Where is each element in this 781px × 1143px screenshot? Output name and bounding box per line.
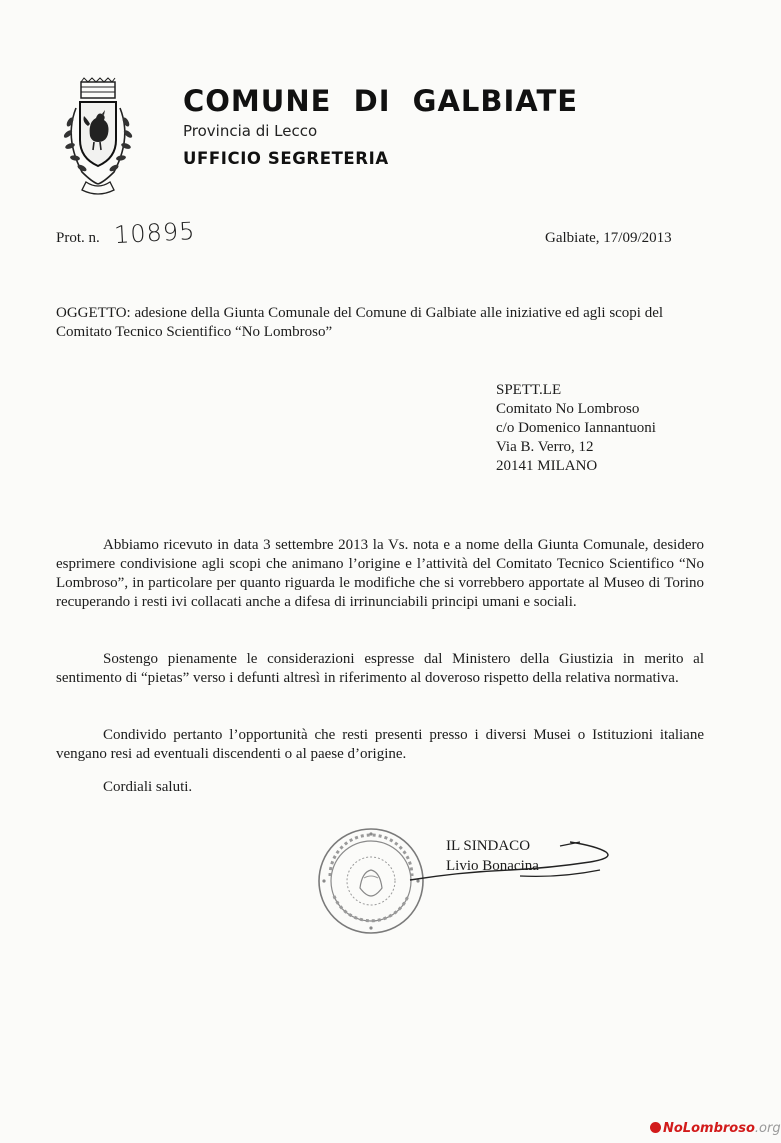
signatory-title: IL SINDACO — [446, 838, 531, 854]
body-paragraph: Sostengo pienamente le considerazioni espresse dal Ministero della Giustizia in merito al sentimento di “pietas” verso i defunti altresì in riferimento al doveroso rispetto della relativa normativa. — [56, 651, 704, 686]
closing-line: Cordiali saluti. — [103, 779, 193, 795]
addressee-line: Via B. Verro, 12 — [496, 439, 594, 455]
addressee-line: SPETT.LE — [496, 382, 562, 398]
subject-line: OGGETTO: adesione della Giunta Comunale del Comune di Galbiate alle iniziative ed agli scopi del Comitato Tecnico Scientifico “No Lombroso” — [56, 305, 664, 340]
addressee-block — [496, 381, 656, 476]
watermark-brand: NoLombroso — [663, 1121, 755, 1136]
body-paragraph: Condivido pertanto l’opportunità che resti presenti presso i diversi Musei o Istituzioni italiane vengano resi ad eventuali discendenti o al paese d’origine. — [56, 727, 704, 762]
signatory-name: Livio Bonacina — [446, 858, 539, 874]
addressee-line: Comitato No Lombroso — [496, 401, 640, 417]
watermark-tld: .org — [754, 1121, 781, 1136]
province-line: Provincia di Lecco — [183, 122, 318, 140]
municipal-crest-icon — [48, 78, 148, 198]
addressee-line: 20141 MILANO — [496, 458, 598, 474]
addressee-line: c/o Domenico Iannantuoni — [496, 420, 656, 436]
protocol-label: Prot. n. — [56, 230, 100, 246]
date-line: Galbiate, 17/09/2013 — [545, 230, 672, 246]
site-watermark — [650, 1121, 781, 1136]
protocol-number: 10895 — [113, 216, 197, 250]
body-paragraph: Abbiamo ricevuto in data 3 settembre 2013 la Vs. nota e a nome della Giunta Comunale, desidero esprimere condivisione agli scopi che animano l’origine e l’attività del Comitato Tecnico Scientifico “No Lombroso”, in particolare per quanto riguarda le modifiche che si vorrebbero apportate al Museo di Torino recuperando i resti ivi collacati anche a difesa di irrinunciabili principi umani e sociali. — [56, 537, 704, 610]
office-line: UFFICIO SEGRETERIA — [183, 149, 389, 168]
handwritten-signature-icon — [400, 832, 640, 892]
watermark-logo-icon — [650, 1122, 661, 1133]
municipality-title: COMUNE DI GALBIATE — [183, 84, 579, 118]
